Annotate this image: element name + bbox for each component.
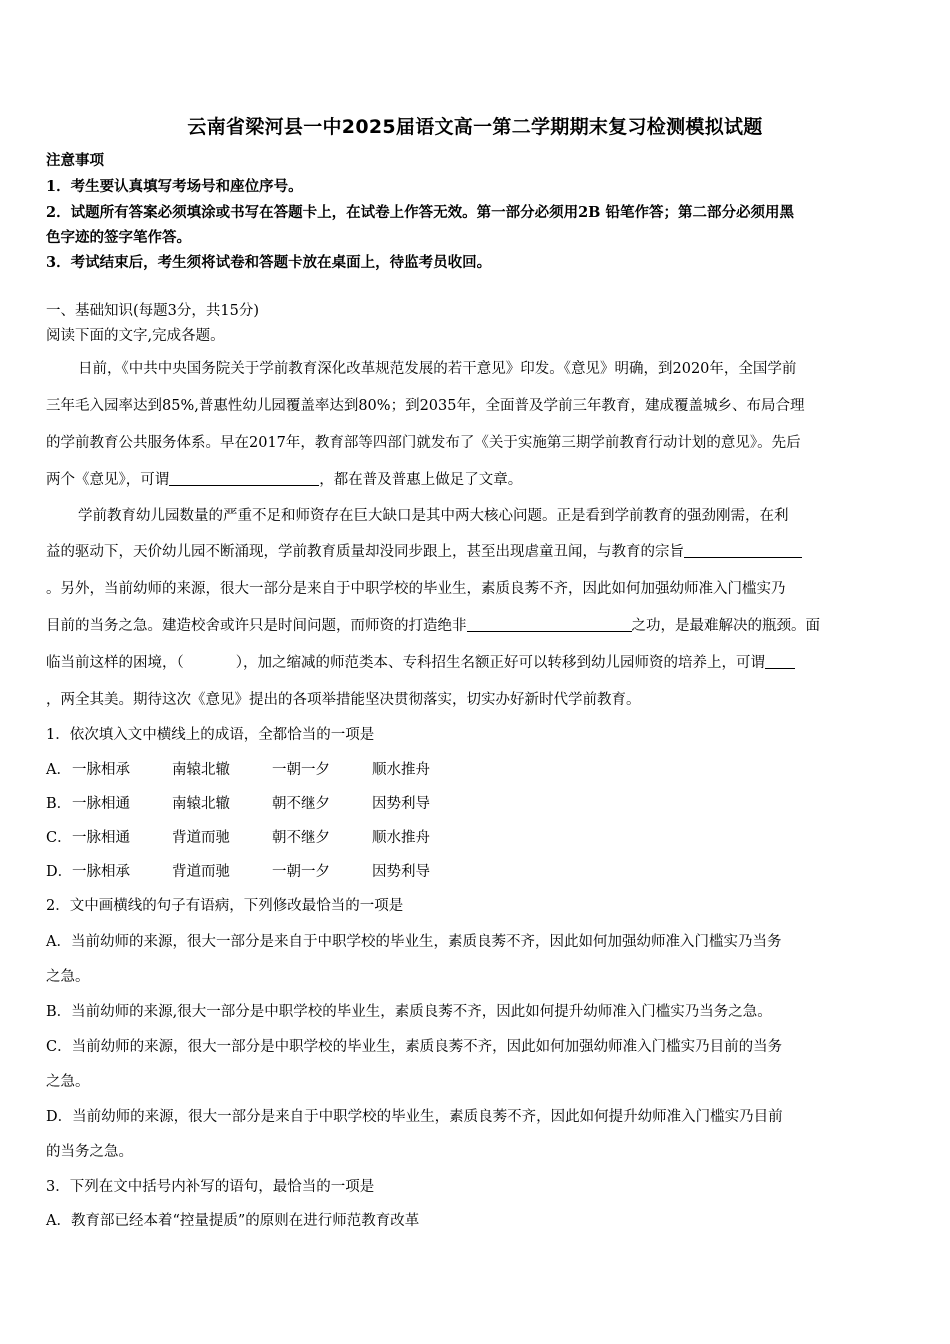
notice-item-1: 1．考生要认真填写考场号和座位序号。: [46, 178, 303, 195]
option-c: C．当前幼师的来源，很大一部分是中职学校的毕业生，素质良莠不齐，因此如何加强幼师准入门槛实乃目前的当务: [46, 1039, 783, 1055]
question-stem: 1．依次填入文中横线上的成语，全都恰当的一项是: [46, 727, 375, 743]
blank-line: [684, 543, 802, 558]
option-item: 因势利导: [372, 864, 430, 880]
option-letter: A．: [46, 762, 71, 778]
option-a-cont: 之急。: [46, 969, 90, 985]
notice-item-2: 2．试题所有答案必须填涂或书写在答题卡上，在试卷上作答无效。第一部分必须用2B 铅笔作答；第二部分必须用黑: [46, 204, 794, 221]
passage-text: 之功，是最难解决的瓶颈。面: [631, 618, 820, 634]
passage-line: 日前，《中共中央国务院关于学前教育深化改革规范发展的若干意见》印发。《意见》明确，到2020年，全国学前: [78, 361, 797, 377]
passage-line: [46, 654, 795, 672]
option-c-cont: 之急。: [46, 1074, 90, 1090]
option-item: 顺水推舟: [372, 830, 430, 846]
blank-line: [169, 471, 319, 486]
option-a: A．当前幼师的来源，很大一部分是来自于中职学校的毕业生，素质良莠不齐，因此如何加强幼师准入门槛实乃当务: [46, 934, 782, 950]
option-d: D．当前幼师的来源，很大一部分是来自于中职学校的毕业生，素质良莠不齐，因此如何提升幼师准入门槛实乃目前: [46, 1109, 783, 1125]
option-a: [46, 761, 472, 779]
option-item: 顺水推舟: [372, 762, 430, 778]
option-item: 南辕北辙: [172, 762, 230, 778]
option-c: [46, 829, 472, 847]
option-item: 一脉相承: [72, 762, 130, 778]
section-heading: 一、基础知识(每题3分，共15分): [46, 303, 259, 319]
option-letter: D．: [46, 864, 73, 880]
passage-line: ，两全其美。期待这次《意见》提出的各项举措能坚决贯彻落实，切实办好新时代学前教育。: [46, 692, 641, 708]
option-b: B．当前幼师的来源,很大一部分是中职学校的毕业生，素质良莠不齐，因此如何提升幼师准入门槛实乃当务之急。: [46, 1004, 772, 1020]
passage-line: 。另外，当前幼师的来源，很大一部分是来自于中职学校的毕业生，素质良莠不齐，因此如何加强幼师准入门槛实乃: [46, 581, 786, 597]
notice-item-3: 3．考试结束后，考生须将试卷和答题卡放在桌面上，待监考员收回。: [46, 254, 492, 271]
option-a: A．教育部已经本着“控量提质”的原则在进行师范教育改革: [46, 1213, 420, 1229]
option-item: 南辕北辙: [172, 796, 230, 812]
passage-line: 三年毛入园率达到85%,普惠性幼儿园覆盖率达到80%；到2035年，全面普及学前三年教育，建成覆盖城乡、布局合理: [46, 398, 805, 414]
notice-item-2-cont: 色字迹的签字笔作答。: [46, 229, 191, 246]
blank-line: [765, 654, 795, 669]
passage-line: 学前教育幼儿园数量的严重不足和师资存在巨大缺口是其中两大核心问题。正是看到学前教育的强劲刚需，在利: [78, 508, 789, 524]
option-item: 一脉相通: [72, 830, 130, 846]
option-d-cont: 的当务之急。: [46, 1144, 133, 1160]
option-item: 一朝一夕: [272, 762, 330, 778]
passage-text: 临当前这样的困境，（: [46, 655, 184, 671]
option-letter: C．: [46, 830, 72, 846]
blank-line: [467, 617, 632, 632]
passage-text: 益的驱动下，天价幼儿园不断涌现，学前教育质量却没同步跟上，甚至出现虐童丑闻，与教育的宗旨: [46, 544, 684, 560]
passage-line: 的学前教育公共服务体系。早在2017年，教育部等四部门就发布了《关于实施第三期学前教育行动计划的意见》。先后: [46, 435, 801, 451]
passage-text: ），加之缩减的师范类本、专科招生名额正好可以转移到幼儿园师资的培养上，可谓: [235, 655, 765, 671]
notice-heading: 注意事项: [46, 152, 104, 169]
option-item: 背道而驰: [172, 830, 230, 846]
passage-line: [46, 471, 522, 489]
question-stem: 3．下列在文中括号内补写的语句，最恰当的一项是: [46, 1179, 375, 1195]
page-title: 云南省梁河县一中2025届语文高一第二学期期末复习检测模拟试题: [187, 116, 763, 138]
option-item: 一脉相通: [72, 796, 130, 812]
option-letter: B．: [46, 796, 72, 812]
passage-text: 目前的当务之急。建造校舍或许只是时间问题，而师资的打造绝非: [46, 618, 467, 634]
option-b: [46, 795, 472, 813]
passage-line: [46, 543, 802, 561]
option-item: 朝不继夕: [272, 830, 330, 846]
option-item: 朝不继夕: [272, 796, 330, 812]
option-item: 一朝一夕: [272, 864, 330, 880]
passage-line: [46, 617, 820, 635]
passage-text: ，都在普及普惠上做足了文章。: [319, 472, 523, 488]
option-item: 背道而驰: [172, 864, 230, 880]
question-stem: 2．文中画横线的句子有语病，下列修改最恰当的一项是: [46, 898, 404, 914]
passage-text: 两个《意见》，可谓: [46, 472, 170, 488]
section-intro: 阅读下面的文字,完成各题。: [46, 328, 225, 344]
option-item: 因势利导: [372, 796, 430, 812]
option-item: 一脉相承: [72, 864, 130, 880]
option-d: [46, 863, 472, 881]
